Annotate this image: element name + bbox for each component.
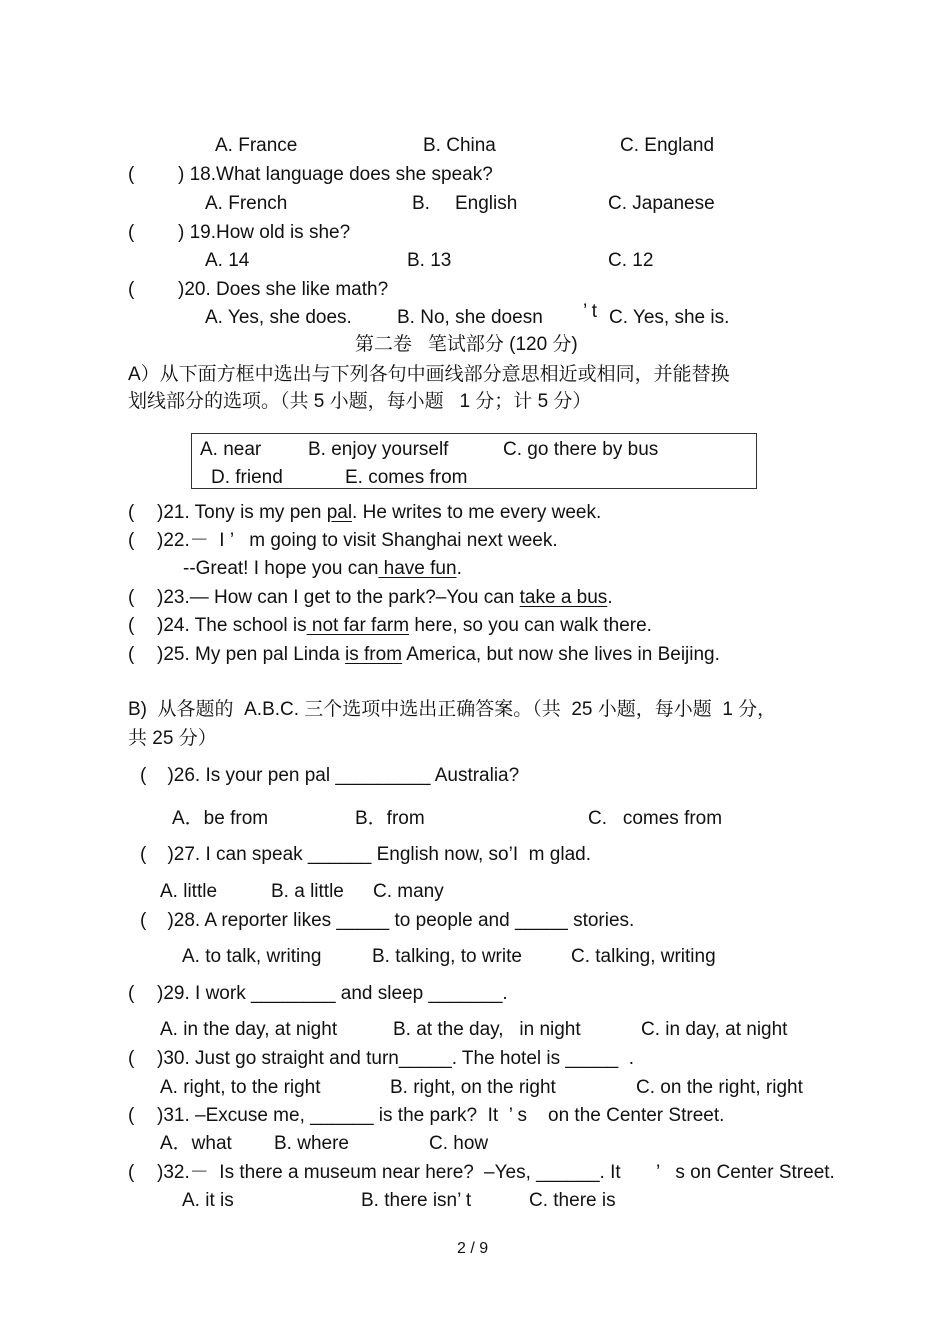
q21-paren: ( (128, 502, 135, 523)
q27-option-c: C. many (373, 881, 444, 902)
q20-option-c: C. Yes, she is. (609, 307, 730, 328)
q29-option-c: C. in day, at night (641, 1019, 788, 1040)
q32-option-c: C. there is (529, 1190, 616, 1211)
q30-option-a: A. right, to the right (160, 1077, 321, 1098)
q26-option-c: C. comes from (588, 808, 723, 829)
q32-stem-end: ’ s on Center Street. (656, 1162, 835, 1183)
q22-line-1: )22.－ I ’ m going to visit Shanghai next week. (157, 530, 558, 551)
q20-stem: )20. Does she like math? (178, 279, 389, 300)
q32-option-a: A. it is (182, 1190, 234, 1211)
q30-option-b: B. right, on the right (390, 1077, 556, 1098)
q30-option-c: C. on the right, right (636, 1077, 803, 1098)
q20-option-a: A. Yes, she does. (205, 307, 352, 328)
q25-pre: )25. My pen pal Linda (157, 644, 346, 665)
q28-stem: ( )28. A reporter likes _____ to people and _____ stories. (140, 910, 635, 931)
section-b-instruction-1: B) 从各题的 A.B.C. 三个选项中选出正确答案。（共 25 小题，每小题 1 分， (128, 699, 777, 720)
q29-stem: )29. I work ________ and sleep _______. (157, 983, 508, 1004)
q24-sentence (157, 614, 652, 638)
box-option-b: B. enjoy yourself (308, 439, 449, 460)
q29-option-a: A. in the day, at night (160, 1019, 338, 1040)
q31-option-a: A．what (160, 1133, 232, 1154)
q25-sentence (157, 643, 720, 667)
box-option-e: E. comes from (345, 467, 468, 488)
q28-option-c: C. talking, writing (571, 946, 716, 967)
q26-option-a: A．be from (172, 808, 269, 829)
volume-2-title: 第二卷 笔试部分 (120 分) (355, 334, 578, 355)
q27-option-b: B. a little (271, 881, 344, 902)
q17-option-c: C. England (620, 135, 715, 156)
q31-option-b: B. where (274, 1133, 349, 1154)
q22-line-2 (183, 557, 462, 581)
q26-stem: ( )26. Is your pen pal _________ Australia? (140, 765, 520, 786)
q31-option-c: C. how (429, 1133, 489, 1154)
q31-stem-end: on the Center Street. (548, 1105, 725, 1126)
q32-stem: )32.－ Is there a museum near here? (157, 1162, 474, 1183)
q22-post: . (456, 558, 462, 579)
section-a-instruction-2: 划线部分的选项。（共 5 小题，每小题 1 分；计 5 分） (128, 391, 592, 412)
q20-paren: ( (128, 279, 135, 300)
q30-stem: )30. Just go straight and turn_____. The hotel is _____ . (157, 1048, 635, 1069)
q27-option-a: A. little (160, 881, 218, 902)
q22-paren: ( (128, 530, 135, 551)
q23-paren: ( (128, 587, 135, 608)
q23-pre: )23.— How can I get to the park?–You can (157, 587, 520, 608)
q19-paren: ( (128, 222, 135, 243)
q32-paren: ( (128, 1162, 135, 1183)
q21-sentence (157, 501, 601, 525)
q18-option-a: A. French (205, 193, 288, 214)
q26-option-b: B．from (355, 808, 425, 829)
q28-option-a: A. to talk, writing (182, 946, 322, 967)
q22-underlined: have fun (378, 558, 457, 579)
q19-stem: ) 19.How old is she? (178, 222, 351, 243)
q18-option-c: C. Japanese (608, 193, 715, 214)
q25-underlined: is from (345, 644, 403, 665)
q22-pre: --Great! I hope you can (183, 558, 379, 579)
q19-option-a: A. 14 (205, 250, 250, 271)
q31-stem: )31. –Excuse me, ______ is the park? It ’ s (157, 1105, 527, 1126)
q25-paren: ( (128, 644, 135, 665)
box-option-d: D. friend (211, 467, 283, 488)
q18-option-b: B. (412, 193, 430, 214)
box-option-c: C. go there by bus (503, 439, 659, 460)
q32-option-b: B. there isn’ t (361, 1190, 472, 1211)
page-number: 2 / 9 (457, 1240, 489, 1257)
q23-post: . (607, 587, 613, 608)
q18-stem: ) 18.What language does she speak? (178, 164, 493, 185)
q24-post: here, so you can walk there. (409, 615, 652, 636)
q19-option-c: C. 12 (608, 250, 654, 271)
q24-underlined: not far farm (306, 615, 410, 636)
q30-paren: ( (128, 1048, 135, 1069)
q21-underlined: pal (326, 502, 353, 523)
q32-answer-lead: –Yes, ______. It (484, 1162, 621, 1183)
q21-pre: )21. Tony is my pen (157, 502, 327, 523)
q31-paren: ( (128, 1105, 135, 1126)
q21-post: . He writes to me every week. (352, 502, 602, 523)
q20-option-b: B. No, she doesn (397, 307, 543, 328)
q24-pre: )24. The school is (157, 615, 307, 636)
q23-sentence (157, 586, 613, 610)
q24-paren: ( (128, 615, 135, 636)
section-a-instruction-1: A）从下面方框中选出与下列各句中画线部分意思相近或相同，并能替换 (128, 364, 730, 385)
q17-option-b: B. China (423, 135, 496, 156)
q18-paren: ( (128, 164, 135, 185)
q19-option-b: B. 13 (407, 250, 452, 271)
q18-option-b-text: English (455, 193, 518, 214)
section-b-instruction-2: 共 25 分） (128, 728, 217, 749)
q17-option-a: A. France (215, 135, 298, 156)
q20-option-b-apostrophe: ’ t (583, 301, 598, 322)
box-option-a: A. near (200, 439, 262, 460)
q29-option-b: B. at the day, in night (393, 1019, 581, 1040)
q29-paren: ( (128, 983, 135, 1004)
q23-underlined: take a bus (519, 587, 608, 608)
q25-post: America, but now she lives in Beijing. (402, 644, 720, 665)
q28-option-b: B. talking, to write (372, 946, 522, 967)
q27-stem: ( )27. I can speak ______ English now, so’I m glad. (140, 844, 591, 865)
